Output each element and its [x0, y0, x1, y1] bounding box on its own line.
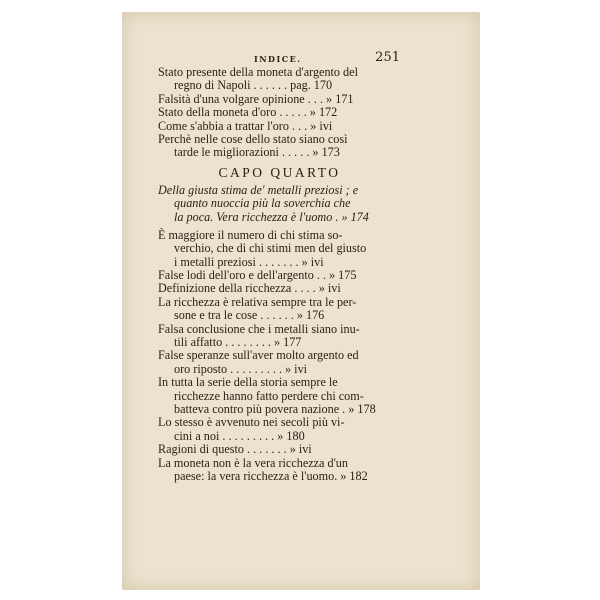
toc-entry-line: Perchè nelle cose dello stato siano così: [158, 131, 348, 146]
toc-entry-line: Lo stesso è avvenuto nei secoli più vi-: [158, 415, 345, 430]
toc-entry: [158, 349, 401, 376]
toc-entry-line: In tutta la serie della storia sempre le: [158, 375, 338, 390]
toc-entry-line: regno di Napoli . . . . . . pag. 170: [174, 78, 333, 93]
chapter-summary: [158, 184, 401, 224]
toc-entry-line: Stato della moneta d'oro . . . . . » 172: [158, 105, 338, 120]
header-title: INDICE.: [254, 54, 302, 64]
toc-entry-line: False speranze sull'aver molto argento ed: [158, 348, 359, 363]
toc-entry: [158, 229, 401, 269]
toc-entry-line: tili affatto . . . . . . . . » 177: [174, 335, 302, 350]
toc-entry-line: Come s'abbia a trattar l'oro . . . » ivi: [158, 118, 333, 133]
toc-entry-line: Stato presente della moneta d'argento del: [158, 65, 358, 79]
entries-bottom: [158, 229, 401, 483]
toc-entry-line: La moneta non è la vera ricchezza d'un: [158, 455, 348, 470]
toc-entry: [158, 66, 401, 93]
toc-entry: [158, 133, 401, 160]
toc-entry: [158, 269, 401, 282]
toc-entry: [158, 457, 401, 484]
toc-entry-line: i metalli preziosi . . . . . . . » ivi: [174, 254, 324, 269]
toc-entry: [158, 93, 401, 106]
toc-entry: [158, 106, 401, 119]
page-number: 251: [375, 50, 400, 65]
toc-entry: [158, 323, 401, 350]
toc-entry: [158, 282, 401, 295]
toc-entry-line: La ricchezza è relativa sempre tra le per-: [158, 294, 357, 309]
toc-entry-line: ricchezze hanno fatto perdere chi com-: [174, 388, 364, 403]
toc-entry: [158, 416, 401, 443]
toc-entry-line: Falsità d'una volgare opinione . . . » 171: [158, 91, 354, 106]
chapter-summary-line: la poca. Vera ricchezza è l'uomo . » 174: [174, 209, 369, 224]
toc-entry-line: False lodi dell'oro e dell'argento . . » 175: [158, 268, 357, 283]
toc-entry-line: Ragioni di questo . . . . . . . » ivi: [158, 442, 312, 457]
toc-entry-line: Falsa conclusione che i metalli siano inu-: [158, 321, 360, 336]
toc-entry-line: sone e tra le cose . . . . . . » 176: [174, 308, 325, 323]
chapter-summary-line: quanto nuoccia più la soverchia che: [174, 196, 351, 211]
toc-entry-line: verchio, che di chi stimi men del giusto: [174, 241, 367, 256]
toc-entry: [158, 376, 401, 416]
toc-entry-line: paese: la vera ricchezza è l'uomo. » 182: [174, 468, 368, 483]
entries-top: [158, 66, 401, 160]
toc-entry-line: oro riposto . . . . . . . . . » ivi: [174, 361, 308, 376]
toc-entry: [158, 296, 401, 323]
toc-entry-line: cini a noi . . . . . . . . . » 180: [174, 428, 305, 443]
table-of-contents: [158, 66, 401, 483]
toc-entry-line: batteva contro più povera nazione . » 178: [174, 401, 376, 416]
toc-entry-line: È maggiore il numero di chi stima so-: [158, 227, 343, 242]
chapter-title: CAPO QUARTO: [218, 164, 341, 180]
toc-entry-line: tarde le migliorazioni . . . . . » 173: [174, 145, 340, 160]
toc-entry-line: Definizione della ricchezza . . . . » ivi: [158, 281, 341, 296]
toc-entry: [158, 443, 401, 456]
toc-entry: [158, 120, 401, 133]
chapter-summary-line: Della giusta stima de' metalli preziosi ; e: [158, 182, 359, 197]
